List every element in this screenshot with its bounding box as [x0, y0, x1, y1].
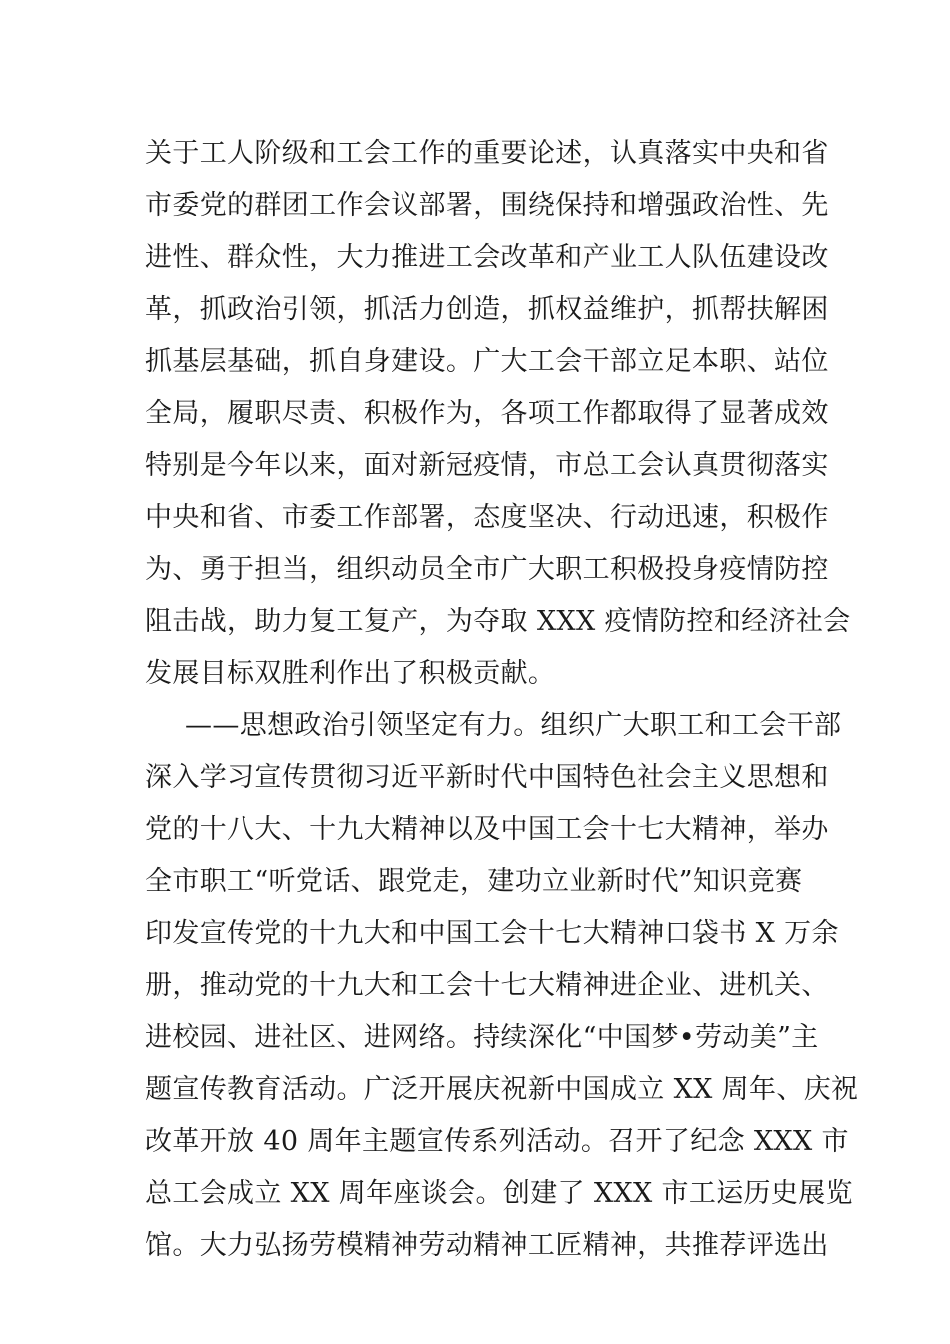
text-line: 总工会成立 XX 周年座谈会。创建了 XXX 市工运历史展览 [145, 1178, 853, 1209]
text-line: 党的十八大、十九大精神以及中国工会十七大精神，举办 [145, 814, 829, 845]
text-line: 全市职工“听党话、跟党走，建功立业新时代”知识竞赛 [145, 866, 803, 897]
text-line: 馆。大力弘扬劳模精神劳动精神工匠精神，共推荐评选出 [145, 1230, 829, 1261]
text-line: 阻击战，助力复工复产，为夺取 XXX 疫情防控和经济社会 [145, 606, 851, 637]
text-line: 改革开放 40 周年主题宣传系列活动。召开了纪念 XXX 市 [145, 1126, 849, 1157]
text-line: 印发宣传党的十九大和中国工会十七大精神口袋书 X 万余 [145, 918, 839, 949]
text-line: 革，抓政治引领，抓活力创造，抓权益维护，抓帮扶解困 [145, 294, 829, 325]
text-line: 特别是今年以来，面对新冠疫情，市总工会认真贯彻落实 [145, 450, 829, 481]
text-line: 为、勇于担当，组织动员全市广大职工积极投身疫情防控 [145, 554, 829, 585]
text-line: 发展目标双胜利作出了积极贡献。 [145, 658, 556, 689]
text-line: 抓基层基础，抓自身建设。广大工会干部立足本职、站位 [145, 346, 829, 377]
text-line: 题宣传教育活动。广泛开展庆祝新中国成立 XX 周年、庆祝 [145, 1074, 859, 1105]
text-line: 深入学习宣传贯彻习近平新时代中国特色社会主义思想和 [145, 762, 829, 793]
text-line: 进校园、进社区、进网络。持续深化“中国梦•劳动美”主 [145, 1022, 819, 1053]
section-heading-line: ——思想政治引领坚定有力。组织广大职工和工会干部 [185, 710, 842, 741]
text-line: 关于工人阶级和工会工作的重要论述，认真落实中央和省 [145, 138, 829, 169]
text-line: 全局，履职尽责、积极作为，各项工作都取得了显著成效 [145, 398, 829, 429]
text-line: 中央和省、市委工作部署，态度坚决、行动迅速，积极作 [145, 502, 829, 533]
text-line: 市委党的群团工作会议部署，围绕保持和增强政治性、先 [145, 190, 829, 221]
text-line: 进性、群众性，大力推进工会改革和产业工人队伍建设改 [145, 242, 829, 273]
text-line: 册，推动党的十九大和工会十七大精神进企业、进机关、 [145, 970, 829, 1001]
